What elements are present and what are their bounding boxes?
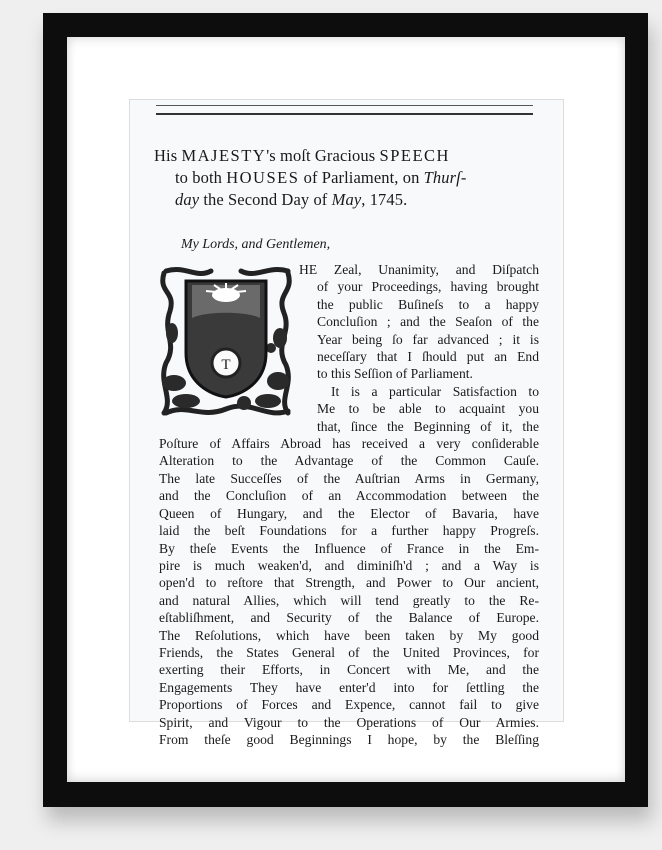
body-line: Concluſion ; and the Seaſon of the bbox=[317, 314, 539, 330]
top-rule-thin bbox=[156, 105, 533, 106]
picture-frame bbox=[43, 13, 648, 807]
body-line: By theſe Events the Influence of France in the Em- bbox=[159, 540, 539, 556]
body-line: Me to be able to acquaint you bbox=[317, 401, 539, 417]
body-line: pire is much weaken'd, and diminiſh'd ; and a Way is bbox=[159, 557, 539, 573]
body-line: It is a particular Satisfaction to bbox=[331, 383, 539, 399]
document-print bbox=[129, 99, 564, 747]
title-text: SPEECH bbox=[379, 146, 450, 165]
body-line: laid the beſt Foundations for a further happy Progreſs. bbox=[159, 523, 539, 539]
body-line: open'd to reſtore that Strength, and Power to Our ancient, bbox=[159, 575, 539, 591]
title-text: day bbox=[175, 190, 200, 209]
body-line: The Reſolutions, which have been taken by My good bbox=[159, 627, 539, 643]
body-line: The late Succeſſes of the Auſtrian Arms in Germany, bbox=[159, 470, 539, 486]
body-line: From theſe good Beginnings I hope, by the Bleſſing bbox=[159, 731, 539, 747]
body-line: Friends, the States General of the United Provinces, for bbox=[159, 644, 539, 660]
body-line: Engagements They have enter'd into for ſettling the bbox=[159, 679, 539, 695]
body-line: neceſſary that I ſhould put an End bbox=[317, 349, 539, 365]
mount-mat bbox=[67, 37, 625, 782]
body-line: that, ſince the Beginning of it, the bbox=[317, 418, 539, 434]
body-line: Proportions of Forces and Expence, cannot fail to give bbox=[159, 697, 539, 713]
body-line: exerting their Efforts, in Concert with Me, and the bbox=[159, 662, 539, 678]
document-title bbox=[154, 145, 544, 211]
top-rule-thick bbox=[156, 113, 533, 115]
title-text: of Parliament, on bbox=[299, 168, 424, 187]
title-text: Thurſ- bbox=[423, 168, 467, 187]
body-line: of your Proceedings, having brought bbox=[317, 279, 539, 295]
salutation: My Lords, and Gentlemen, bbox=[181, 237, 331, 252]
body-line: HE Zeal, Unanimity, and Diſpatch bbox=[299, 262, 539, 277]
body-line: Queen of Hungary, and the Elector of Bavaria, have bbox=[159, 505, 539, 521]
title-line-3 bbox=[154, 189, 544, 211]
body-line: the public Buſineſs to a happy bbox=[317, 296, 539, 312]
body-line: Spirit, and Vigour to the Operations of Our Armies. bbox=[159, 714, 539, 730]
body-line: Year being ſo far advanced ; it is bbox=[317, 331, 539, 347]
title-line-2 bbox=[154, 167, 544, 189]
body-line: and natural Allies, which will tend greatly to the Re- bbox=[159, 592, 539, 608]
title-text: the Second Day of bbox=[199, 190, 332, 209]
title-text: HOUSES bbox=[226, 168, 300, 187]
body-line: eſtabliſhment, and Security of the Balance of Europe. bbox=[159, 610, 539, 626]
title-text: 's moſt Gracious bbox=[266, 146, 380, 165]
title-text: to both bbox=[175, 168, 227, 187]
title-text: MAJESTY bbox=[181, 146, 267, 165]
title-text: His bbox=[154, 146, 182, 165]
title-line-1 bbox=[154, 145, 544, 167]
title-text: , 1745. bbox=[361, 190, 408, 209]
body-line: Alteration to the Advantage of the Common Cauſe. bbox=[159, 453, 539, 469]
body-line: and the Concluſion of an Accommodation between the bbox=[159, 488, 539, 504]
body-line: Poſture of Affairs Abroad has received a very conſiderable bbox=[159, 436, 539, 452]
speech-body bbox=[159, 261, 539, 748]
drop-cap-letter: T bbox=[221, 357, 231, 373]
body-line: to this Seſſion of Parliament. bbox=[317, 366, 473, 382]
title-text: May bbox=[331, 190, 362, 209]
